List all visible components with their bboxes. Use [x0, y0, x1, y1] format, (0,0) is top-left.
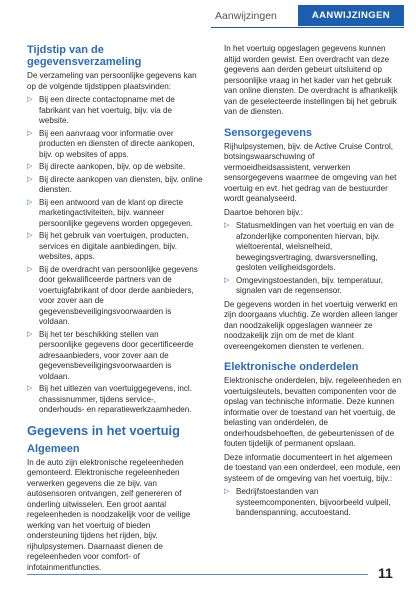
header-tab: AANWIJZINGEN [298, 5, 404, 26]
triangle-bullet-icon: ▷ [27, 129, 33, 137]
triangle-bullet-icon: ▷ [27, 175, 33, 183]
heading-voertuig: Gegevens in het voertuig [27, 422, 180, 438]
heading-tijdstip: Tijdstip van de gegevensverzameling [27, 44, 142, 68]
left-column [27, 44, 203, 576]
header-section-label: Aanwijzingen [215, 10, 277, 22]
list-item: ▷ Bij de overdracht van persoonlijke gegevens door gekwalificeerde partners van de voertuigfabrikant of door derde aanbieders, voor zover aan de gegevensbeveiligingsvoorwaarden is voldaan. [27, 264, 198, 326]
paragraph-documenteert: Deze informatie documenteert in het algemeen de toestand van een onderdeel, een module, een systeem of de omgeving van het voertuig, bijv.: [224, 452, 401, 483]
triangle-bullet-icon: ▷ [27, 385, 33, 392]
heading-algemeen: Algemeen [27, 442, 80, 455]
triangle-bullet-icon: ▷ [27, 330, 33, 338]
triangle-bullet-icon: ▷ [27, 163, 33, 170]
right-column [224, 44, 402, 522]
list-item: ▷ Omgevingstoestanden, bijv. temperatuur, signalen van de regensensor. [224, 275, 383, 295]
paragraph-continued: In het voertuig opgeslagen gegevens kunnen altijd worden gewist. Een overdracht van deze gegevens aan derden gebeurt uitsluitend op persoonlijke vraag in het kader van het gebruik van online diensten. De overdracht is afhankelijk van de geselecteerde instellingen bij het gebruik van de diensten. [224, 44, 398, 116]
collection-moments-list [27, 95, 203, 416]
list-item: ▷ Bij een antwoord van de klant op directe marketingactiviteiten, bijv. wanneer persoonlijke gegevens worden opgegeven. [27, 197, 193, 228]
triangle-bullet-icon: ▷ [27, 198, 33, 206]
header-rule [211, 27, 404, 28]
list-item: ▷ Bij het uitlezen van voertuiggegevens, incl. chassisnummer, tijdens service-, onderhouds- en reparatiewerkzaamheden. [27, 384, 192, 414]
sensor-list [224, 221, 402, 297]
paragraph-algemeen: In de auto zijn elektronische regeleenheden gemonteerd. Elektronische regeleenheden verwerken gegevens die ze bijv. van autosensoren ontvangen, zelf genereren of onderling uitwisselen. Een groot aantal regeleenheden is noodzakelijk voor de veilige werking van het voertuig of bieden ondersteuning tijdens het rijden, bijv. rijhulpsystemen. Daarnaast dienen de regeleenheden voor comfort- of infotainmentfuncties. [27, 457, 191, 572]
paragraph-elektro: Elektronische onderdelen, bijv. regeleenheden en voertuigsleutels, bevatten componenten voor de opslag van technische informatie. Deze kunnen informatie over de toestand van het voertuig, de belasting van onderdelen, de onderhoudsbehoeften, de gebeurtenissen of de fouten tijdelijk of permanent opslaan. [224, 376, 402, 448]
list-item: ▷ Bij een aanvraag voor informatie over producten en diensten of directe aankopen, bijv. op websites of apps. [27, 128, 195, 159]
footer-rule [27, 574, 368, 575]
heading-sensor: Sensorgegevens [224, 126, 313, 139]
triangle-bullet-icon: ▷ [27, 232, 33, 239]
list-item: ▷ Statusmeldingen van het voertuig en van de afzonderlijke componenten hiervan, bijv. wieltoerental, wielsnelheid, bewegingsvertraging, dwarsversnelling, gesloten veiligheidsgordels. [224, 221, 394, 272]
paragraph-daartoe: Daartoe behoren bijv.: [224, 207, 304, 217]
triangle-bullet-icon: ▷ [224, 222, 230, 229]
triangle-bullet-icon: ▷ [224, 276, 230, 284]
triangle-bullet-icon: ▷ [224, 488, 230, 495]
elektro-list [224, 487, 402, 519]
list-item: ▷ Bij een directe contactopname met de fabrikant van het voertuig, bijv. via de website. [27, 95, 175, 125]
paragraph-sensor: Rijhulpsystemen, bijv. de Active Cruise Control, botsingswaarschuwing of vermoeidheidsassistent, verwerken sensorgegevens waarmee de omgeving van het voertuig en evt. het gedrag van de bestuurder wordt geanalyseerd. [224, 141, 397, 203]
list-item: ▷ Bedrijfstoestanden van systeemcomponenten, bijvoorbeeld vulpeil, bandenspanning, accutoestand. [224, 487, 391, 517]
list-item: ▷ Bij directe aankopen, bijv. op de website. [27, 162, 186, 171]
triangle-bullet-icon: ▷ [27, 96, 33, 103]
paragraph-verwerkt: De gegevens worden in het voertuig verwerkt en zijn doorgaans vluchtig. Ze worden alleen langer dan noodzakelijk opgeslagen wanneer ze noodzakelijk zijn om de met de klant overeengekomen diensten te verlenen. [224, 299, 398, 351]
heading-elektro: Elektronische onderdelen [224, 361, 359, 373]
page-number: 11 [378, 565, 393, 581]
triangle-bullet-icon: ▷ [27, 265, 33, 273]
list-item: ▷ Bij het gebruik van voertuigen, producten, services en digitale aanbiedingen, bijv. websites, apps. [27, 231, 189, 261]
list-item: ▷ Bij directe aankopen van diensten, bijv. online diensten. [27, 174, 203, 194]
list-item: ▷ Bij het ter beschikking stellen van persoonlijke gegevens door gecertificeerde adresaanbieders, voor zover aan de gegevensbeveiligingsvoorwaarden is voldaan. [27, 329, 194, 381]
paragraph-intro: De verzameling van persoonlijke gegevens kan op de volgende tijdstippen plaatsvinden: [27, 71, 197, 91]
